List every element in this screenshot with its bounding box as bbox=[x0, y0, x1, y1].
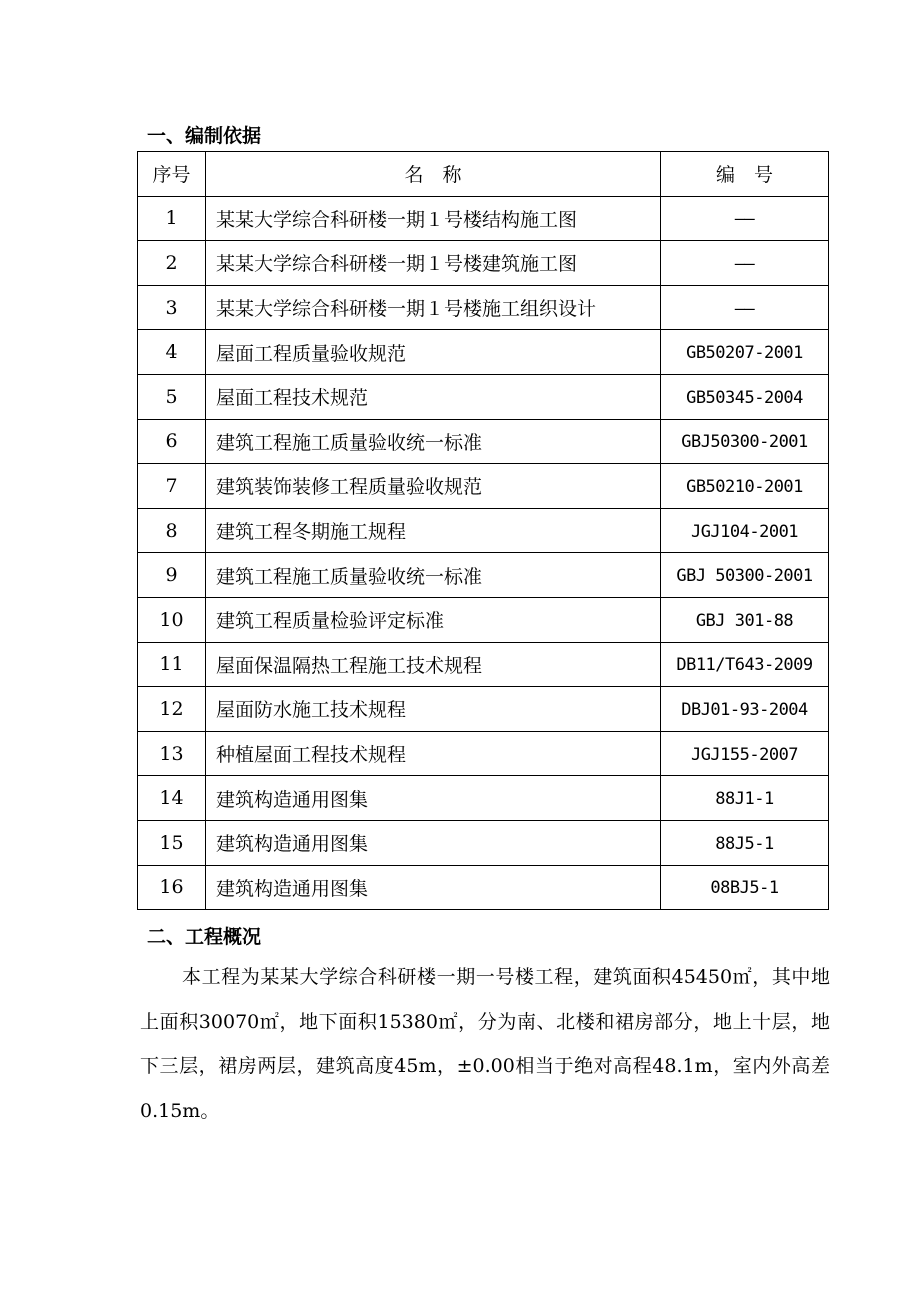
row-code-text: DBJ01-93-2004 bbox=[681, 699, 808, 720]
row-code bbox=[661, 330, 829, 375]
row-code bbox=[661, 196, 829, 241]
row-code bbox=[661, 731, 829, 776]
row-name: 屋面工程技术规范 bbox=[206, 374, 661, 419]
overview-paragraph: 本工程为某某大学综合科研楼一期一号楼工程，建筑面积45450㎡，其中地上面积30070㎡，地下面积15380㎡，分为南、北楼和裙房部分，地上十层，地下三层，裙房两层，建筑高度45m，±0.00相当于绝对高程48.1m，室内外高差0.15m。 bbox=[140, 966, 830, 1122]
table-row bbox=[138, 731, 829, 776]
table-row bbox=[138, 642, 829, 687]
table-row bbox=[138, 285, 829, 330]
row-code-text: GB50207-2001 bbox=[686, 343, 803, 364]
row-number: 13 bbox=[138, 731, 206, 776]
row-code-text: —— bbox=[734, 253, 755, 274]
row-code bbox=[661, 285, 829, 330]
row-number: 7 bbox=[138, 464, 206, 509]
section-title-overview: 二、工程概况 bbox=[147, 926, 262, 948]
row-name: 建筑工程质量检验评定标准 bbox=[206, 597, 661, 642]
row-code-text: JGJ155-2007 bbox=[690, 744, 799, 765]
row-number: 2 bbox=[138, 241, 206, 286]
row-code-text: JGJ104-2001 bbox=[690, 521, 799, 542]
row-number: 15 bbox=[138, 820, 206, 865]
header-no: 序号 bbox=[138, 152, 206, 197]
row-code-text: 88J1-1 bbox=[715, 789, 774, 810]
row-name: 建筑工程施工质量验收统一标准 bbox=[206, 419, 661, 464]
row-code bbox=[661, 597, 829, 642]
table-row bbox=[138, 553, 829, 598]
table-row bbox=[138, 508, 829, 553]
table-row bbox=[138, 374, 829, 419]
row-name: 某某大学综合科研楼一期１号楼建筑施工图 bbox=[206, 241, 661, 286]
row-code bbox=[661, 642, 829, 687]
row-code bbox=[661, 820, 829, 865]
row-number: 8 bbox=[138, 508, 206, 553]
row-code bbox=[661, 865, 829, 910]
table-row bbox=[138, 419, 829, 464]
row-number: 6 bbox=[138, 419, 206, 464]
row-name: 建筑工程施工质量验收统一标准 bbox=[206, 553, 661, 598]
row-code-text: 08BJ5-1 bbox=[710, 878, 779, 899]
row-number: 16 bbox=[138, 865, 206, 910]
row-number: 5 bbox=[138, 374, 206, 419]
row-code-text: GBJ50300-2001 bbox=[681, 432, 808, 453]
table-row bbox=[138, 196, 829, 241]
table-row bbox=[138, 330, 829, 375]
table-row bbox=[138, 776, 829, 821]
row-code-text: 88J5-1 bbox=[715, 833, 774, 854]
row-name: 某某大学综合科研楼一期１号楼结构施工图 bbox=[206, 196, 661, 241]
row-code-text: DB11/T643-2009 bbox=[676, 655, 813, 676]
row-code bbox=[661, 687, 829, 732]
row-code-text: GB50345-2004 bbox=[686, 387, 803, 408]
row-name: 建筑装饰装修工程质量验收规范 bbox=[206, 464, 661, 509]
table-row bbox=[138, 241, 829, 286]
row-code bbox=[661, 508, 829, 553]
row-code bbox=[661, 553, 829, 598]
row-number: 1 bbox=[138, 196, 206, 241]
row-code-text: GBJ 50300-2001 bbox=[676, 566, 813, 587]
basis-table bbox=[137, 151, 829, 910]
row-name: 屋面防水施工技术规程 bbox=[206, 687, 661, 732]
row-name: 某某大学综合科研楼一期１号楼施工组织设计 bbox=[206, 285, 661, 330]
table-row bbox=[138, 820, 829, 865]
row-code bbox=[661, 776, 829, 821]
row-code-text: GB50210-2001 bbox=[686, 476, 803, 497]
row-number: 10 bbox=[138, 597, 206, 642]
row-number: 3 bbox=[138, 285, 206, 330]
row-code-text: —— bbox=[734, 209, 755, 230]
row-code bbox=[661, 241, 829, 286]
row-number: 4 bbox=[138, 330, 206, 375]
row-code-text: GBJ 301-88 bbox=[695, 610, 794, 631]
table-row bbox=[138, 865, 829, 910]
row-name: 建筑构造通用图集 bbox=[206, 776, 661, 821]
row-code bbox=[661, 464, 829, 509]
table-header-row bbox=[138, 152, 829, 197]
table-row bbox=[138, 464, 829, 509]
row-name: 建筑构造通用图集 bbox=[206, 820, 661, 865]
row-name: 种植屋面工程技术规程 bbox=[206, 731, 661, 776]
table-row bbox=[138, 597, 829, 642]
header-name: 名 称 bbox=[206, 152, 661, 197]
section-title-basis: 一、编制依据 bbox=[147, 125, 262, 147]
row-code bbox=[661, 419, 829, 464]
row-number: 9 bbox=[138, 553, 206, 598]
row-number: 14 bbox=[138, 776, 206, 821]
row-code bbox=[661, 374, 829, 419]
row-code-text: —— bbox=[734, 298, 755, 319]
row-number: 11 bbox=[138, 642, 206, 687]
row-name: 屋面工程质量验收规范 bbox=[206, 330, 661, 375]
row-number: 12 bbox=[138, 687, 206, 732]
table-row bbox=[138, 687, 829, 732]
header-code: 编 号 bbox=[661, 152, 829, 197]
row-name: 建筑工程冬期施工规程 bbox=[206, 508, 661, 553]
row-name: 屋面保温隔热工程施工技术规程 bbox=[206, 642, 661, 687]
table-body bbox=[138, 196, 829, 910]
row-name: 建筑构造通用图集 bbox=[206, 865, 661, 910]
